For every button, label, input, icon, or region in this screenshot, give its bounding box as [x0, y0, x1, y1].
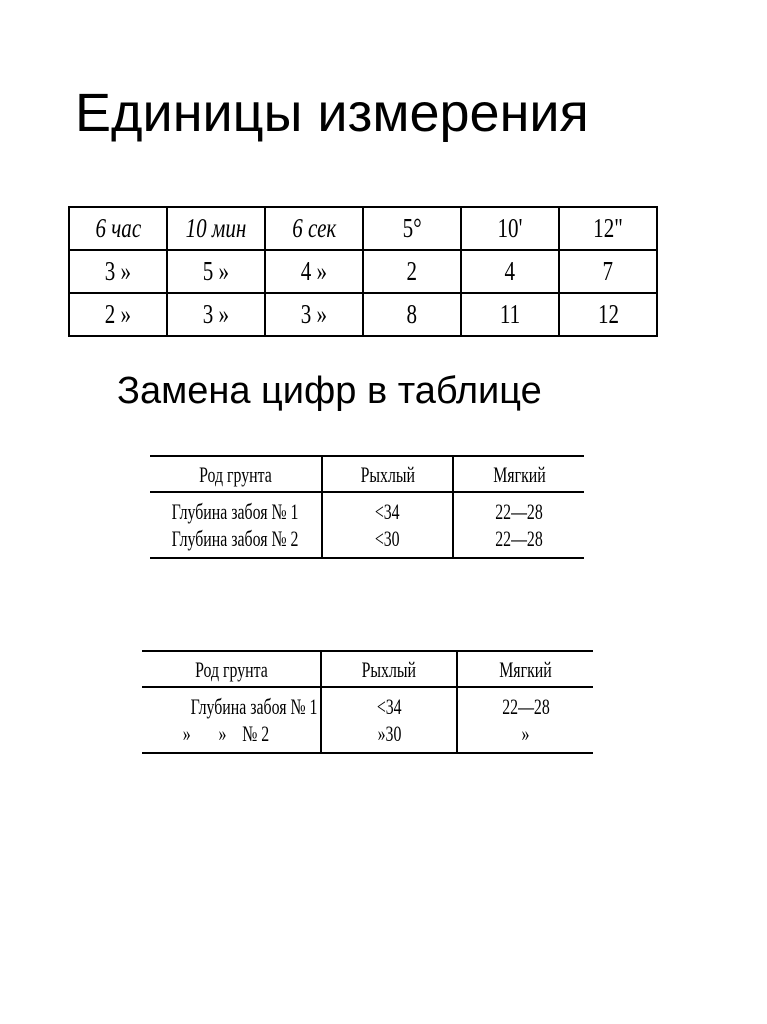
page-title: Единицы измерения: [75, 83, 589, 143]
table-row: [142, 687, 593, 753]
table-cell: <34 <30: [322, 492, 453, 558]
table-cell: 3 »: [265, 293, 363, 336]
table-cell: Глубина забоя № 1 » » № 2: [142, 687, 321, 753]
table-cell: 5°: [363, 207, 461, 250]
table-cell: 3 »: [69, 250, 167, 293]
table-header-row: [142, 651, 593, 687]
column-header: Рыхлый: [322, 456, 453, 492]
table-cell: 12: [559, 293, 657, 336]
table-cell: 12": [559, 207, 657, 250]
column-header: Мягкий: [457, 651, 593, 687]
column-header: Рыхлый: [321, 651, 457, 687]
table-header-row: [150, 456, 584, 492]
table-cell: Глубина забоя № 1 Глубина забоя № 2: [150, 492, 322, 558]
table-cell: 4 »: [265, 250, 363, 293]
table-cell: 2 »: [69, 293, 167, 336]
table-cell: 11: [461, 293, 559, 336]
table-cell: 10': [461, 207, 559, 250]
table-cell: <34 »30: [321, 687, 457, 753]
soil-table-full: [150, 455, 584, 559]
units-table: [68, 206, 658, 337]
table-cell: 4: [461, 250, 559, 293]
table-row: [69, 250, 657, 293]
table-cell: 22—28 »: [457, 687, 593, 753]
table-cell: 7: [559, 250, 657, 293]
column-header: Род грунта: [142, 651, 321, 687]
table-row: [69, 207, 657, 250]
column-header: Род грунта: [150, 456, 322, 492]
table-cell: 3 »: [167, 293, 265, 336]
column-header: Мягкий: [453, 456, 584, 492]
section-subtitle: Замена цифр в таблице: [117, 370, 542, 412]
table-cell: 5 »: [167, 250, 265, 293]
table-cell: 22—28 22—28: [453, 492, 584, 558]
soil-table-abbreviated: [142, 650, 593, 754]
table-cell: 2: [363, 250, 461, 293]
table-cell: 6 сек: [265, 207, 363, 250]
table-cell: 6 час: [69, 207, 167, 250]
table-cell: 8: [363, 293, 461, 336]
table-row: [69, 293, 657, 336]
table-cell: 10 мин: [167, 207, 265, 250]
table-row: [150, 492, 584, 558]
